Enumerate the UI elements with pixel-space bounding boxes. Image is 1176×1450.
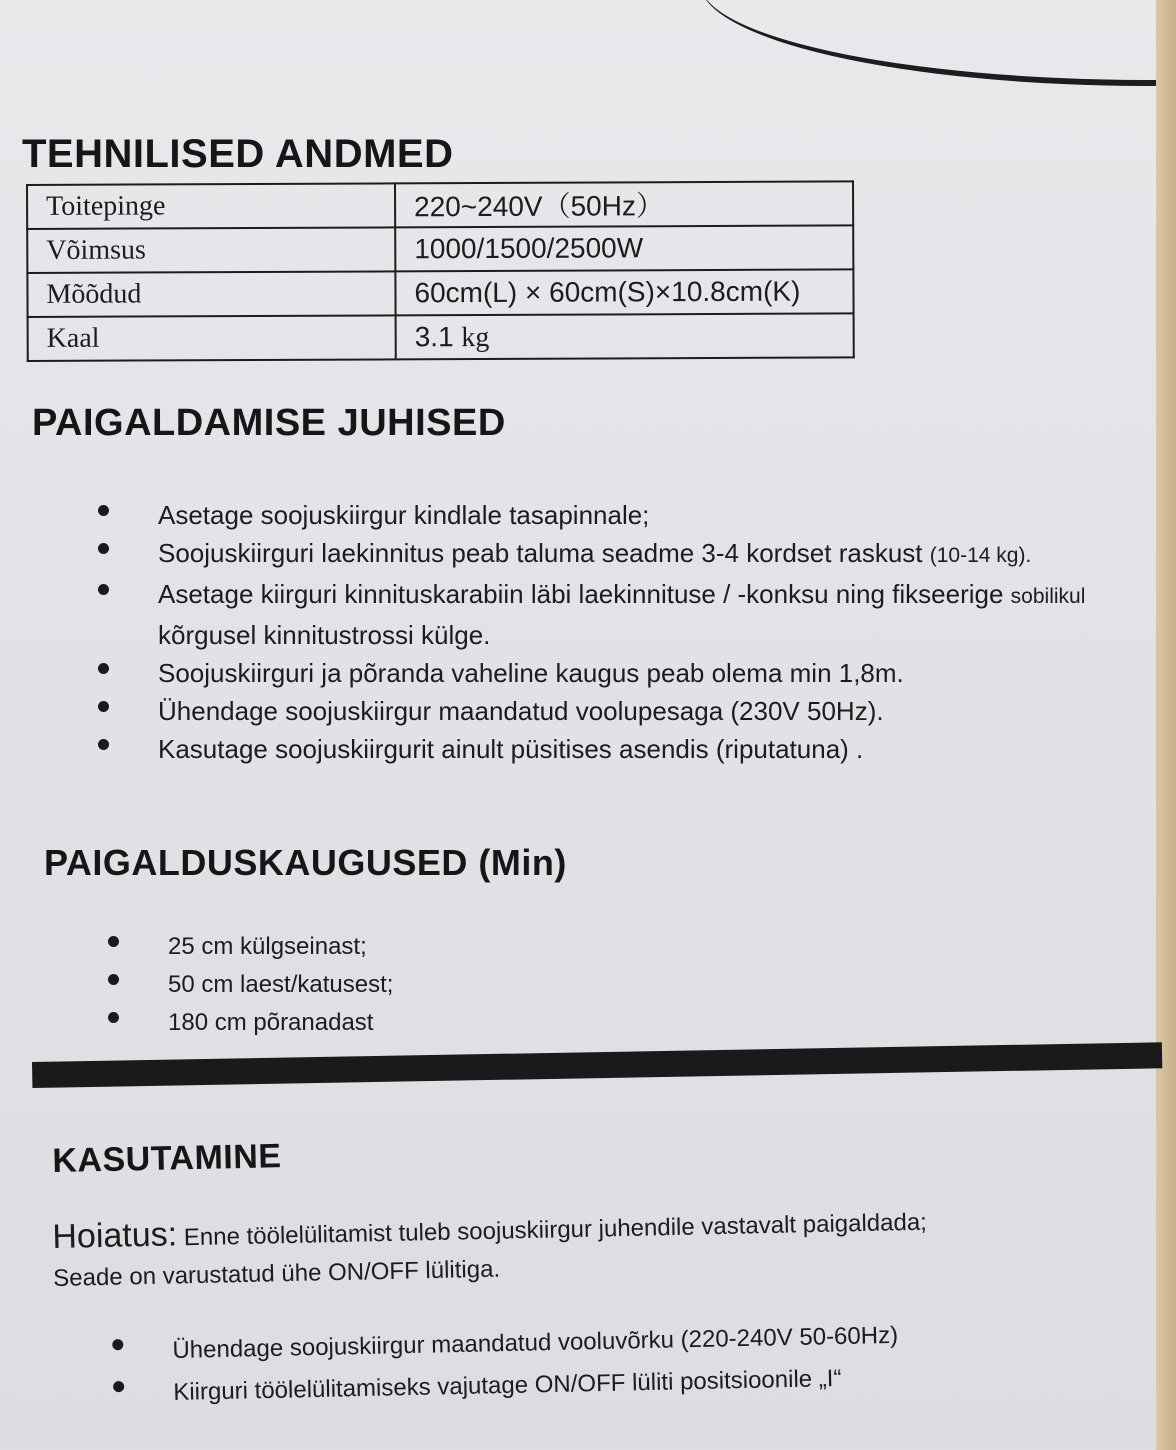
usage-list <box>172 1315 899 1414</box>
bullet-icon <box>108 936 119 947</box>
bullet-icon <box>98 584 109 595</box>
list-item <box>168 1004 393 1042</box>
spec-value-text: 1000/1500/2500W <box>414 231 644 264</box>
spec-label: Kaal <box>28 315 396 361</box>
table-row <box>27 225 853 273</box>
list-item-note: (10-14 kg). <box>929 544 1032 567</box>
cardboard-background <box>1156 0 1176 1450</box>
list-item <box>158 534 1085 575</box>
section-divider <box>32 1042 1162 1088</box>
bullet-icon <box>98 543 109 554</box>
spec-value <box>395 181 853 227</box>
spec-value <box>395 225 853 271</box>
table-row <box>27 181 853 229</box>
distances-list <box>168 928 393 1042</box>
list-item-text: Asetage kiirguri kinnituskarabiin läbi laekinnituse / -konksu ning fikseerige <box>158 579 1011 609</box>
list-item <box>158 575 1085 654</box>
spec-value <box>395 269 853 315</box>
warning-text: Enne töölelülitamist tuleb soojuskiirgur juhendile vastavalt paigaldada; <box>176 1208 928 1252</box>
bullet-icon <box>108 1012 119 1023</box>
warning-text-2: Seade on varustatud ühe ON/OFF lülitiga. <box>52 1255 501 1292</box>
list-item-text: Soojuskiirguri ja põranda vaheline kaugus peab olema min 1,8m. <box>158 658 904 688</box>
list-item <box>158 692 1085 730</box>
bullet-icon <box>113 1381 124 1392</box>
section-title-distances: PAIGALDUSKAUGUSED (Min) <box>44 842 567 883</box>
spec-value <box>396 313 854 359</box>
warning-paragraph <box>52 1196 1113 1298</box>
spec-value-text: 60cm(L) × 60cm(S)×10.8cm(K) <box>414 275 801 308</box>
bullet-icon <box>112 1339 123 1350</box>
specs-table <box>26 180 855 362</box>
warning-label: Hoiatus: <box>52 1215 178 1256</box>
spec-label: Toitepinge <box>27 183 395 229</box>
list-item-text: Asetage soojuskiirgur kindlale tasapinnale; <box>158 500 650 530</box>
list-item-text: Kasutage soojuskiirgurit ainult püsitises asendis (riputatuna) . <box>158 734 864 764</box>
list-item <box>158 496 1085 534</box>
spec-value-text: 220~240V（50Hz） <box>414 190 664 223</box>
list-item <box>168 928 393 966</box>
list-item-text: 25 cm külgseinast; <box>168 933 367 960</box>
section-title-usage: KASUTAMINE <box>52 1137 282 1180</box>
installation-list <box>158 496 1085 768</box>
bullet-icon <box>98 739 109 750</box>
list-item <box>158 654 1085 692</box>
list-item-continuation: kõrgusel kinnitustrossi külge. <box>158 620 491 650</box>
spec-label: Mõõdud <box>27 271 395 317</box>
list-item-text: Kiirguri töölelülitamiseks vajutage ON/OFF lüliti positsioonile „I“ <box>173 1364 842 1406</box>
spec-label: Võimsus <box>27 227 395 273</box>
table-row <box>27 269 853 317</box>
spec-unit: kg <box>461 321 490 353</box>
list-item-text: 50 cm laest/katusest; <box>168 971 394 998</box>
list-item <box>168 966 393 1004</box>
list-item <box>158 730 1085 768</box>
bullet-icon <box>108 974 119 985</box>
section-title-specs: TEHNILISED ANDMED <box>22 132 454 176</box>
list-item-text: 180 cm põranadast <box>168 1009 374 1036</box>
section-title-installation: PAIGALDAMISE JUHISED <box>32 402 506 444</box>
bullet-icon <box>98 505 109 516</box>
bullet-icon <box>98 663 109 674</box>
bullet-icon <box>98 701 109 712</box>
list-item-text: Soojuskiirguri laekinnitus peab taluma seadme 3-4 kordset raskust <box>158 538 930 568</box>
list-item-text: Ühendage soojuskiirgur maandatud vooluvõrku (220-240V 50-60Hz) <box>172 1321 899 1364</box>
page-edge-shadow <box>700 0 1176 86</box>
list-item-note: sobilikul <box>1010 585 1086 608</box>
list-item-text: Ühendage soojuskiirgur maandatud voolupesaga (230V 50Hz). <box>158 696 884 726</box>
table-row <box>28 313 854 361</box>
spec-value-text: 3.1 <box>414 320 462 352</box>
